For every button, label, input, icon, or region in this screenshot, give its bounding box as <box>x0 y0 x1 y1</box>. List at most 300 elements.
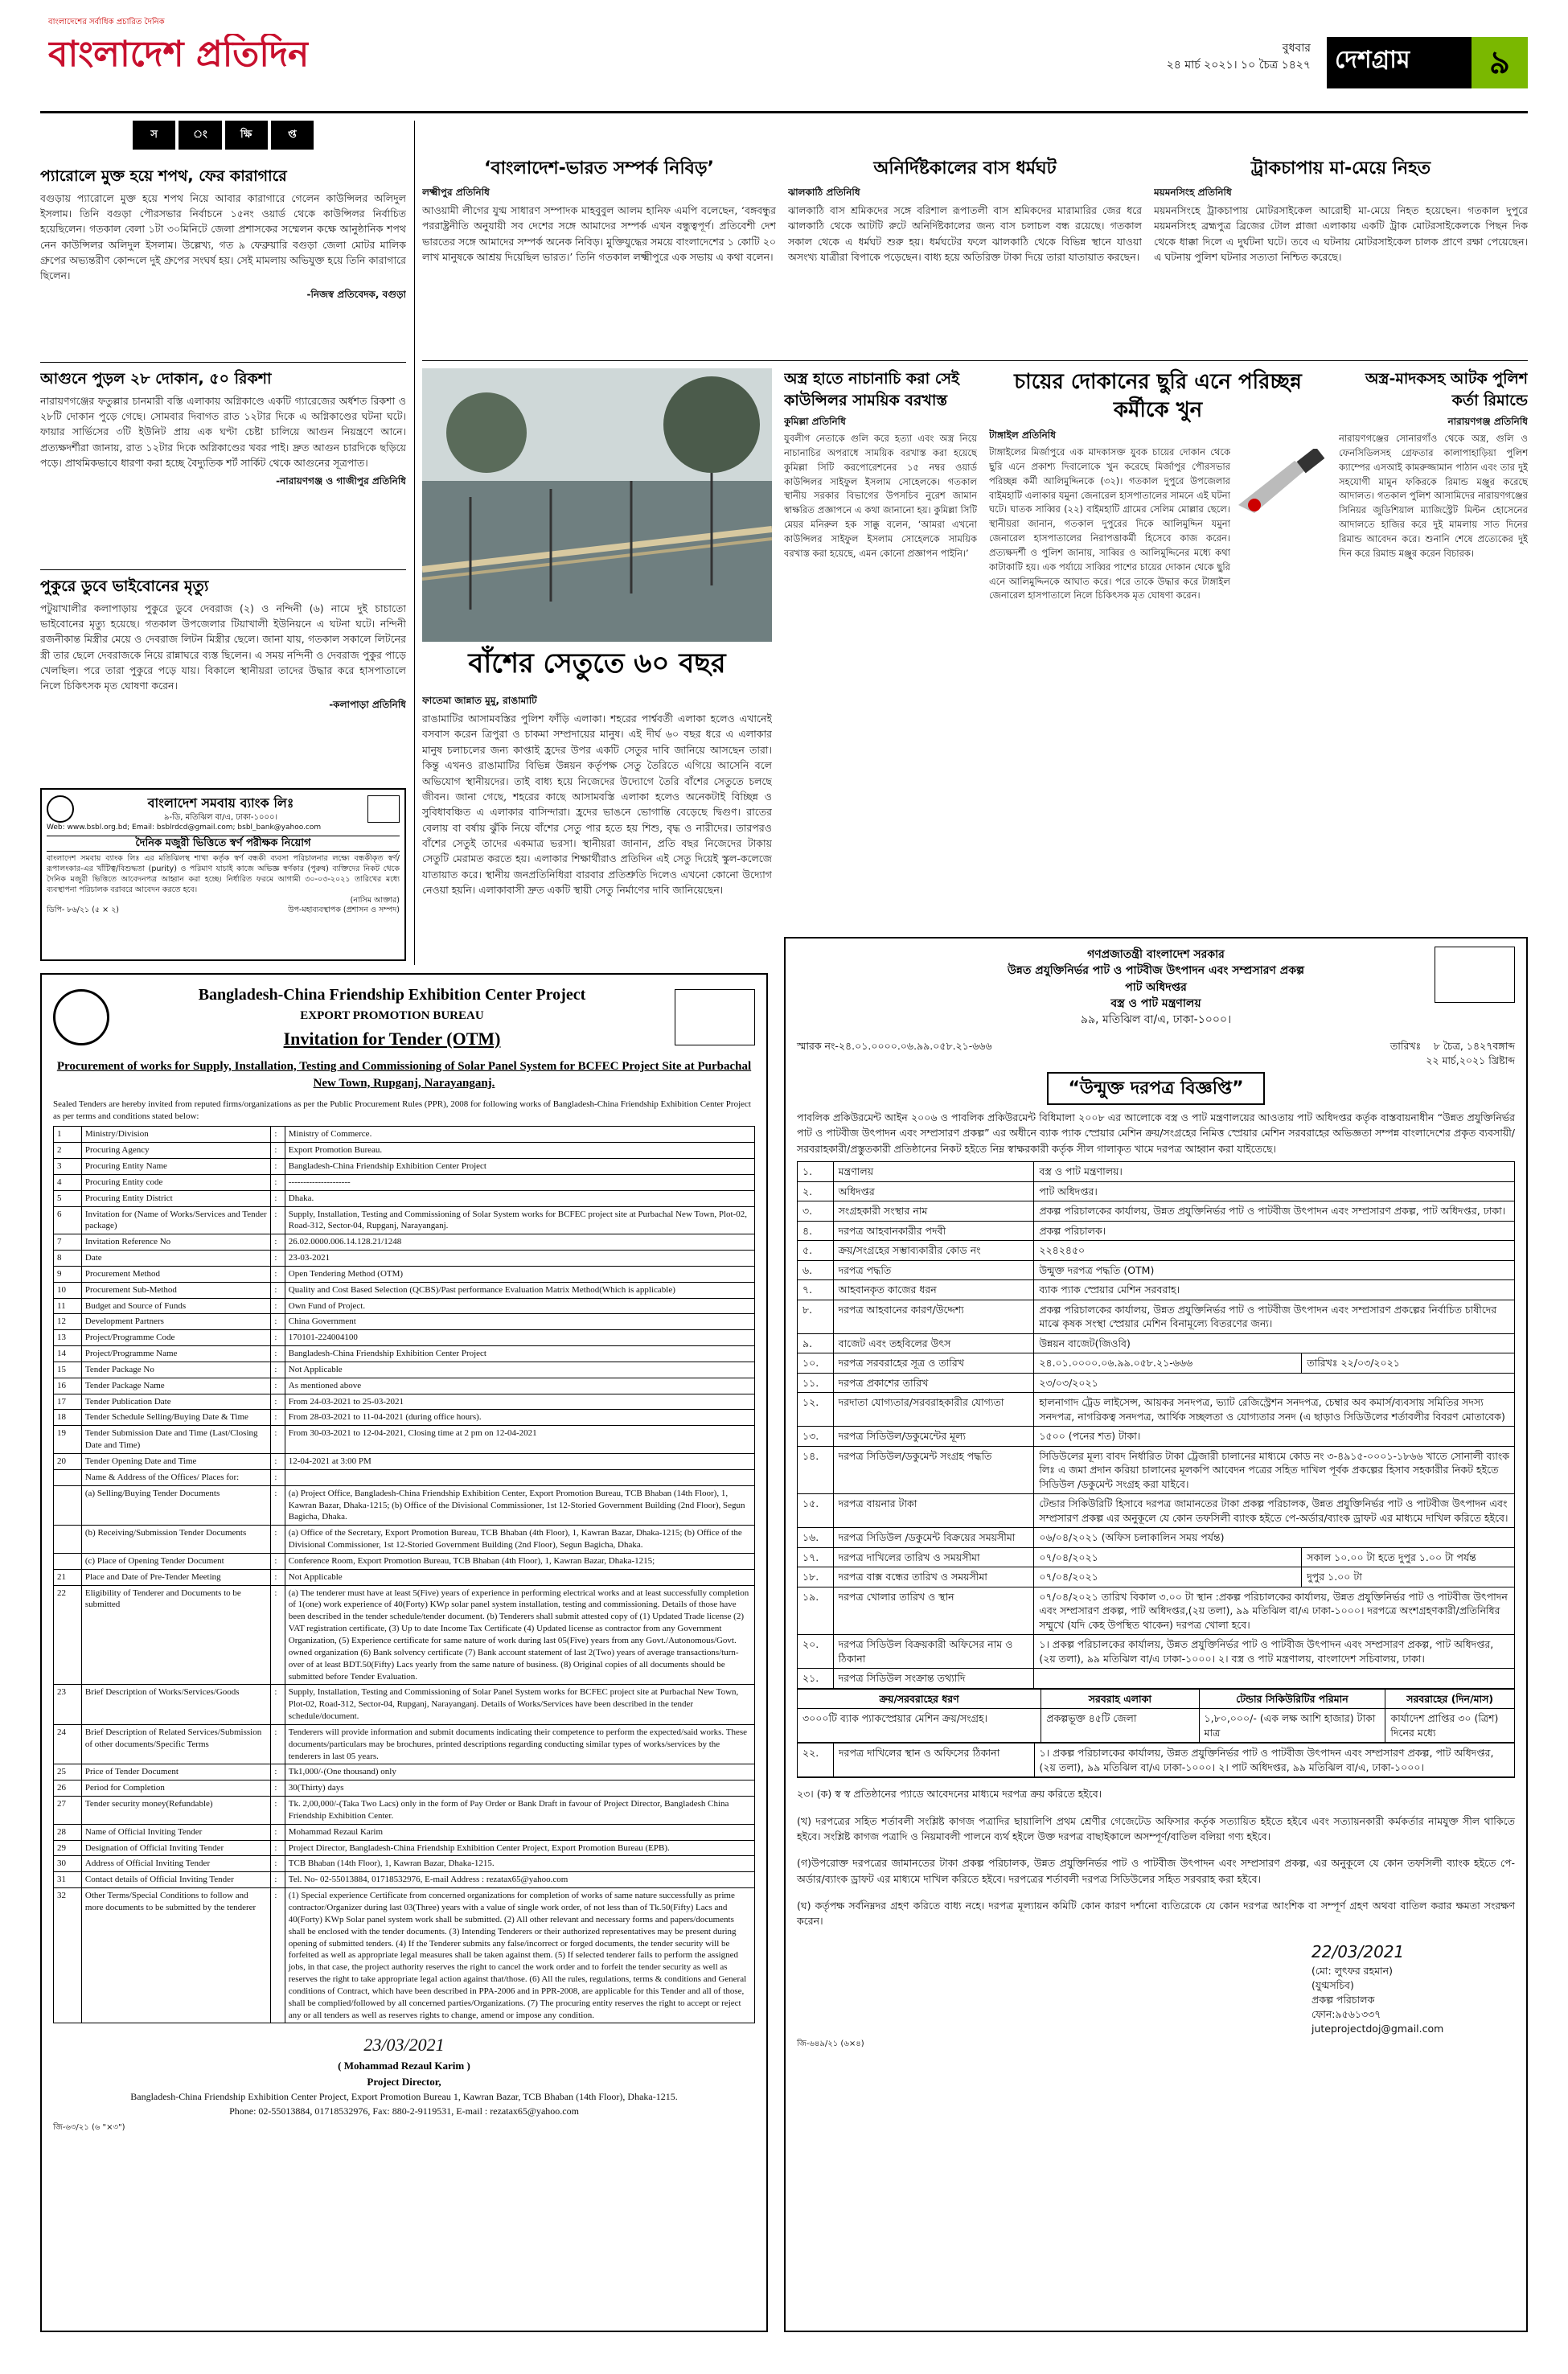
page-number: ৯ <box>1472 37 1528 88</box>
row-label: Brief Description of Works/Services/Goods <box>81 1685 270 1725</box>
row-value: Bangladesh-China Friendship Exhibition Center Project <box>285 1158 754 1174</box>
row-sep: : <box>271 1485 285 1526</box>
row-value: টেন্ডার সিকিউরিটি হিসাবে দরপত্র জামানতের টাকা প্রকল্প পরিচালক, উন্নত প্রযুক্তিনির্ভর পাট ও পাটবীজ উৎপাদন এবং সম্প্রসারণ প্রকল্প এর অনুকূলে যে কোন তফসিলী ব্যাংক হইতে পে-অর্ডার/ব্যাংক ড্রাফট এর মাধ্যমে দাখিল করিতে হইবে। <box>1034 1494 1515 1528</box>
row-label: দরপত্র আহবানকারীর পদবী <box>833 1221 1034 1241</box>
row-label: Procuring Entity code <box>81 1174 270 1190</box>
epb-logo-icon <box>53 989 109 1045</box>
row-sep: : <box>271 1378 285 1394</box>
row-label: Project/Programme Name <box>81 1346 270 1362</box>
mujib-year-logo-icon <box>367 795 400 823</box>
row-value: Supply, Installation, Testing and Commissioning of Solar System works for BCFEC project site at Purbachal New Town, Plot-02, Road-312, Sector-04, Rupganj, Narayanganj. <box>285 1206 754 1234</box>
divider <box>40 362 406 363</box>
row-sep: : <box>271 1127 285 1143</box>
bamboo-story <box>422 690 772 931</box>
row-value: প্রকল্প পরিচালক। <box>1034 1221 1515 1241</box>
jute-row <box>798 1547 1515 1567</box>
tender-row <box>54 1797 755 1825</box>
tender-signer: ( Mohammad Rezaul Karim ) <box>338 2060 470 2072</box>
row-label: Address of Official Inviting Tender <box>81 1856 270 1872</box>
story-tea-stall-title[interactable]: চায়ের দোকানের ছুরি এনে পরিচ্ছন্ন কর্মীকে খুন <box>1014 370 1302 423</box>
tender-row <box>54 1426 755 1454</box>
row-no: 25 <box>54 1764 82 1780</box>
row-label: দরপত্র সিডিউল বিক্রয়কারী অফিসের নাম ও ঠিকানা <box>833 1635 1034 1669</box>
row-sep: : <box>271 1553 285 1569</box>
row-no: 22 <box>54 1585 82 1685</box>
row-sep: : <box>271 1174 285 1190</box>
row-no: 5 <box>54 1190 82 1206</box>
tender-row <box>54 1585 755 1685</box>
jute-phone: ফোন:৯৫৬১৩৩৭ <box>1311 2008 1381 2021</box>
row-label: দরপত্র পদ্ধতি <box>833 1260 1034 1280</box>
row-no: 31 <box>54 1872 82 1888</box>
row-value: Export Promotion Bureau. <box>285 1143 754 1159</box>
row-label: দরদাতা যোগ্যতার/সরবরাহকারীর যোগ্যতা <box>833 1393 1034 1427</box>
row-value: TCB Bhaban (14th Floor), 1, Kawran Bazar, Dhaka-1215. <box>285 1856 754 1872</box>
tender-row <box>54 1127 755 1143</box>
story-bus-strike-title[interactable]: অনির্দিষ্টকালের বাস ধর্মঘট <box>873 158 1057 179</box>
tender-row <box>54 1362 755 1378</box>
row-sep: : <box>271 1888 285 2023</box>
mujib-100-logo-icon <box>1435 947 1515 1003</box>
row-label: Eligibility of Tenderer and Documents to be submitted <box>81 1585 270 1685</box>
story-tea-stall <box>989 368 1327 698</box>
row-value: 170101-224004100 <box>285 1330 754 1346</box>
row-no <box>54 1526 82 1554</box>
row-sep: : <box>271 1569 285 1585</box>
row-label: Procurement Method <box>81 1266 270 1282</box>
tender-org: Bangladesh-China Friendship Exhibition Center Project <box>198 986 586 1004</box>
row-label: Procuring Agency <box>81 1143 270 1159</box>
row-sep: : <box>271 1797 285 1825</box>
row-no: 10 <box>54 1282 82 1298</box>
row-extra: দুপুর ১.০০ টা <box>1302 1567 1515 1587</box>
row-label: Place and Date of Pre-Tender Meeting <box>81 1569 270 1585</box>
jute-row <box>798 1353 1515 1374</box>
row-no: 27 <box>54 1797 82 1825</box>
jute-row <box>798 1393 1515 1427</box>
row-value: প্রকল্প পরিচালকের কার্যালয়, উন্নত প্রযুক্তিনির্ভর পাট ও পাটবীজ উৎপাদন এবং সম্প্রসারণ প্রকল্প, পাট অধিদপ্তর, ঢাকা। <box>1034 1201 1515 1222</box>
row-value: ১। প্রকল্প পরিচালকের কার্যালয়, উন্নত প্রযুক্তিনির্ভর পাট ও পাটবীজ উৎপাদন এবং সম্প্রসারণ প্রকল্প, পাট অধিদপ্তর,(২য় তলা), ৯৯ মতিঝিল বা/এ ঢাকা-১০০০। ২। বস্ত্র ও পাট মন্ত্রণালয়, বাংলাদেশ সচিবালয়, ঢাকা। <box>1034 1635 1515 1669</box>
story-truck-accident-body: ময়মনসিংহে ট্রাকচাপায় মোটরসাইকেল আরোহী মা-মেয়ে নিহত হয়েছেন। গতকাল দুপুরে ময়মনসিংহ ব্রহ্মপুত্র ব্রিজের টোল প্লাজা এলাকায় একটি ট্রাক মোটরসাইকেলকে পিছন দিক থেকে ধাক্কা দিলে এ দুর্ঘটনা ঘটে। তবে এ ঘটনায় মোটরসাইকেল চালক প্রাণে রক্ষা পেয়েছেন। এ ঘটনায় পুলিশ ঘটনার সত্যতা নিশ্চিত করেছে। <box>1154 203 1528 263</box>
brief-3-title[interactable]: পুকুরে ডুবে ভাইবোনের মৃত্যু <box>40 577 209 595</box>
tender-row <box>54 1469 755 1485</box>
row-sep: : <box>271 1362 285 1378</box>
tender-row <box>54 1298 755 1314</box>
bank-ad-header <box>47 795 400 824</box>
jute-table <box>797 1161 1515 1689</box>
tender-row <box>54 1251 755 1267</box>
date-block <box>989 40 1311 74</box>
row-sep: : <box>271 1314 285 1330</box>
story-indo-bd <box>422 157 776 366</box>
row-value: ০৬/০৪/২০২১ (অফিস চলাকালিন সময় পর্যন্ত) <box>1034 1528 1515 1548</box>
story-indo-bd-byline: লক্ষ্মীপুর প্রতিনিধি <box>422 186 490 198</box>
row-no: 13 <box>54 1330 82 1346</box>
row-no: ১৯. <box>798 1587 834 1635</box>
brief-3-body: পটুয়াখালীর কলাপাড়ায় পুকুরে ডুবে দেবরাজ (২) ও নন্দিনী (৬) নামে দুই চাচাতো ভাইবোনের মৃত্যু হয়েছে। গতকাল উপজেলার টিয়াখালী ইউনিয়নে এ ঘটনা ঘটে। নন্দিনী রজনীকান্ত মিস্ত্রীর মেয়ে ও দেবরাজ লিটন মিস্ত্রীর ছেলে। জানা যায়, গতকাল সকালে লিটনের স্ত্রী তার ছেলে দেবরাজকে নিয়ে রান্নাঘরে ব্যস্ত ছিলেন। এ সময় নন্দিনী ও দেবরাজ পুকুর পাড়ে খেলছিল। পরে তারা পুকুরে পড়ে যায়। বিকালে স্থানীয়রা তাদের উদ্ধার করে হাসপাতালে নিলে চিকিৎসক মৃত ঘোষণা করেন। <box>40 602 406 692</box>
row-value: ব্যাক প্যাক স্প্রেয়ার মেশিন সরবরাহ। <box>1034 1280 1515 1300</box>
row-sep: : <box>271 1526 285 1554</box>
row-sep: : <box>271 1251 285 1267</box>
row-no: ৮. <box>798 1300 834 1333</box>
row-label: দরপত্র সিডিউল/ডকুমেন্ট সংগ্রহ পদ্ধতি <box>833 1446 1034 1494</box>
row-value: 12-04-2021 at 3:00 PM <box>285 1454 754 1470</box>
row-value: --------------------- <box>285 1174 754 1190</box>
tender-row <box>54 1378 755 1394</box>
row-label: Procuring Entity District <box>81 1190 270 1206</box>
row-value: ২৪.০১.০০০০.০৬.৯৯.০৫৮.২১-৬৬৬ <box>1034 1353 1302 1374</box>
row-label: দরপত্র আহবানের কারণ/উদ্দেশ্য <box>833 1300 1034 1333</box>
jute-row <box>798 1201 1515 1222</box>
row-no: 20 <box>54 1454 82 1470</box>
row-label: Tender Opening Date and Time <box>81 1454 270 1470</box>
row-sep: : <box>271 1330 285 1346</box>
row-no: 1 <box>54 1127 82 1143</box>
row-no: 26 <box>54 1780 82 1797</box>
goods-time: কার্যাদেশ প্রাপ্তির ৩০ (ত্রিশ) দিনের মধ্যে <box>1385 1709 1515 1743</box>
jute-email[interactable]: juteprojectdoj@gmail.com <box>1311 2023 1444 2035</box>
row-sep: : <box>271 1469 285 1485</box>
jute-tender-title: “উন্মুক্ত দরপত্র বিজ্ঞপ্তি” <box>1047 1072 1264 1105</box>
row-sep: : <box>271 1780 285 1797</box>
jute-tender-ad <box>784 937 1528 2332</box>
story-bus-strike <box>788 157 1142 366</box>
section-banner <box>1327 37 1528 88</box>
row-label: Project/Programme Code <box>81 1330 270 1346</box>
row-no: ১৭. <box>798 1547 834 1567</box>
tender-ref: জি-৬৩/২১ (৬ "×৩") <box>53 2123 125 2133</box>
row-no: ৭. <box>798 1280 834 1300</box>
row-value: As mentioned above <box>285 1378 754 1394</box>
row-no: 9 <box>54 1266 82 1282</box>
row-label: দরপত্র সরবরাহের সূত্র ও তারিখ <box>833 1353 1034 1374</box>
row-label: Designation of Official Inviting Tender <box>81 1840 270 1856</box>
row-label: Contact details of Official Inviting Tender <box>81 1872 270 1888</box>
tender-row <box>54 1526 755 1554</box>
brief-1-title[interactable]: প্যারোলে মুক্ত হয়ে শপথ, ফের কারাগারে <box>40 167 287 185</box>
jute-signature-date: 22/03/2021 <box>1311 1941 1405 1961</box>
jute-clause-gha: (ঘ) কর্তৃপক্ষ সর্বনিম্নদর গ্রহণ করিতে বাধ্য নহে। দরপত্র মূল্যায়ন কমিটি কোন কারণ দর্শানো ব্যতিরেকে যে কোন দরপত্র আংশিক বা সম্পূর্ণ গ্রহণ অথবা বাতিল করার ক্ষমতা সংরক্ষণ করেন। <box>797 1900 1515 1928</box>
jute-row <box>798 1635 1515 1669</box>
row-value: Tel. No- 02-55013884, 01718532976, E-mail Address : rezatax65@yahoo.com <box>285 1872 754 1888</box>
row-no: ১৪. <box>798 1446 834 1494</box>
jute-clause-kha: (খ) দরপত্রের সহিত শর্তাবলী সংশ্লিষ্ট কাগজ পত্রাদির ছায়ালিপি প্রথম শ্রেণীর গেজেটেড অফিসার কর্তৃক সত্যায়িত হইতে হইবে এবং সত্যায়নকারী কর্মকর্তার নামযুক্ত সীল থাকিতে হইবে। সংশ্লিষ্ট কাগজ পত্রাদি ও নিয়মাবলী পালনে ব্যর্থ হইলে উক্ত দরপত্র বাছাইকালে অসম্পূর্ণ/বাতিল বলিয়া গণ্য হইবে। <box>797 1814 1515 1842</box>
row-label: Procuring Entity Name <box>81 1158 270 1174</box>
goods-type: ৩০০০টি ব্যাক প্যাকস্প্রেয়ার মেশিন ক্রয়/সংগ্রহ। <box>798 1709 1041 1743</box>
jute-dept: পাট অধিদপ্তর <box>1125 980 1187 994</box>
bank-ad-body: বাংলাদেশ সমবায় ব্যাংক লিঃ এর মতিঝিলস্থ শাখা কর্তৃক স্বর্ণ বন্ধকী ব্যবসা পরিচালনার লক্ষ্যে বন্ধকীকৃত স্বর্ণ/রূপালংকার-এর খাঁটিত্ব/বিশুদ্ধতা (purity) ও পরিমাণ যাচাই কাজে অভিজ্ঞ স্বর্ণকার (পুরুষ) ব্যক্তিদের নিকট থেকে দৈনিক মজুরী ভিত্তিতে আবেদনপত্র আহ্বান করা হচ্ছে। নির্ধারিত ফরমে আগামী ৩০-০৩-২০২১ তারিখের মধ্যে ব্যবস্থাপনা পরিচালক বরাবরে আবেদন করতে হবে। <box>47 854 400 894</box>
row-value: Not Applicable <box>285 1569 754 1585</box>
goods-head-time: সরবরাহের (দিন/মাস) <box>1385 1689 1515 1709</box>
row-value: বস্ত্র ও পাট মন্ত্রণালয়। <box>1034 1162 1515 1182</box>
tender-row <box>54 1824 755 1840</box>
brief-2 <box>40 368 406 565</box>
row-no: 30 <box>54 1856 82 1872</box>
row-value: Project Director, Bangladesh-China Friendship Exhibition Center Project, Export Promotion Bureau (EPB). <box>285 1840 754 1856</box>
goods-area: প্রকল্পভূক্ত ৪৫টি জেলা <box>1041 1709 1199 1743</box>
row-value: ০৭/০৪/২০২১ <box>1034 1547 1302 1567</box>
row-value: (a) Project Office, Bangladesh-China Friendship Exhibition Center, Export Promotion Bureau, TCB Bhaban (14th Floor), 1, Kawran Bazar, Dhaka-1215; (b) Office of the Divisional Commissioner, 1st 12-Storied Government Building (2nd Floor), Segun Bagicha, Dhaka. <box>285 1485 754 1526</box>
bank-name: বাংলাদেশ সমবায় ব্যাংক লিঃ <box>147 795 294 811</box>
story-bus-strike-byline: ঝালকাঠি প্রতিনিধি <box>788 186 860 198</box>
row-value: From 28-03-2021 to 11-04-2021 (during office hours). <box>285 1410 754 1426</box>
row-label: Name of Official Inviting Tender <box>81 1824 270 1840</box>
row-value: Supply, Installation, Testing and Commissioning of Solar Panel System works for BCFEC project site at Purbachal New Town, Plot-02, Road-312, Sector-04, Rupganj, Narayanganj. Details of Works/Services have been described in the tender schedule/document. <box>285 1685 754 1725</box>
tender-row <box>54 1143 755 1159</box>
jute-signer: (মো: লুৎফর রহমান) <box>1311 1964 1394 1977</box>
tender-intro: Sealed Tenders are hereby invited from reputed firms/organizations as per the Public Procurement Rules (PPR), 2008 for following works of Bangladesh-China Friendship Exhibition Center Project as per terms and conditions stated below: <box>53 1099 751 1121</box>
row-value: Conference Room, Export Promotion Bureau, TCB Bhaban (4th Floor), 1, Kawran Bazar, Dhaka-1215; <box>285 1553 754 1569</box>
tender-subject: Procurement of works for Supply, Installation, Testing and Commissioning of Solar Panel System for BCFEC Project Site at Purbachal New Town, Rupganj, Narayanganj. <box>56 1059 752 1090</box>
row-value: পাট অধিদপ্তর। <box>1034 1181 1515 1201</box>
story-police-remand-title[interactable]: অস্ত্র-মাদকসহ আটক পুলিশ কর্তা রিমান্ডে <box>1365 370 1528 409</box>
row-no: 15 <box>54 1362 82 1378</box>
row-sep: : <box>271 1585 285 1685</box>
row-no: 19 <box>54 1426 82 1454</box>
tender-phone: Phone: 02-55013884, 01718532976, Fax: 880-2-9119531, E-mail : rezatax65@yahoo.com <box>229 2105 579 2117</box>
row-value: উন্নয়ন বাজেট(জিওবি) <box>1034 1333 1515 1353</box>
tender-title: Invitation for Tender (OTM) <box>283 1028 501 1049</box>
row-no: 16 <box>54 1378 82 1394</box>
bank-address: ৯-ডি, মতিঝিল বা/এ, ঢাকা-১০০০। <box>163 813 278 823</box>
row-no <box>54 1553 82 1569</box>
row-value: Tk1,000/-(One thousand) only <box>285 1764 754 1780</box>
jute-date-greg: ২২ মার্চ,২০২১ খ্রিষ্টাব্দ <box>1426 1054 1515 1066</box>
row-value: 23-03-2021 <box>285 1251 754 1267</box>
story-police-remand-body: নারায়ণগঞ্জের সোনারগাঁও থেকে অস্ত্র, গুলি ও ফেনসিডিলসহ গ্রেফতার কালাপাহাড়িয়া পুলিশ ক্যাম্পের এসআই কামরুজ্জামান পাঠান এবং তার দুই সহযোগী মামুন ফকিরকে রিমান্ড মঞ্জুর করেছে আদালত। গতকাল পুলিশ আসামিদের নারায়ণগঞ্জের সিনিয়র জুডিশিয়াল ম্যাজিস্ট্রেট মিল্টন হোসেনের আদালতে হাজির করে দুই মামলায় সাত দিনের রিমান্ড আবেদন করে। শুনানি শেষে প্রত্যেকের দুই দিন করে রিমান্ড মঞ্জুর করেন বিচারক। <box>1339 433 1528 559</box>
row-sep: : <box>271 1685 285 1725</box>
row-value: সিডিউলের মূল্য বাবদ নির্ধারিত টাকা ট্রেজারী চালানের মাধ্যমে কোড নং ৩-৪৯১৫-০০০১-১৮৬৬ খাতে সোনালী ব্যাংক লিঃ এ জমা প্রদান করিয়া চালানের মূলকপি আবেদন পত্রের সহিত দাখিল পূর্বক প্রকল্পের হিসাব সহকারীর নিকট হইতে সিডিউল /ডকুমেন্ট সংগ্রহ করা যাইবে। <box>1034 1446 1515 1494</box>
row-value: Tenderers will provide information and submit documents indicating their competence to perform the expected/said works. These documents/particulars may be brochures, printed descriptions regarding conducting similar types of works/services by the tenderers in last 05 years. <box>285 1724 754 1764</box>
story-truck-accident-byline: ময়মনসিংহ প্রতিনিধি <box>1154 186 1232 198</box>
row-no <box>54 1469 82 1485</box>
brief-2-title[interactable]: আগুনে পুড়ল ২৮ দোকান, ৫০ রিকশা <box>40 370 272 388</box>
row-sep: : <box>271 1410 285 1426</box>
row-value: Bangladesh-China Friendship Exhibition Center Project <box>285 1346 754 1362</box>
tender-row <box>54 1764 755 1780</box>
tender-row <box>54 1840 755 1856</box>
row-label: দরপত্র প্রকাশের তারিখ <box>833 1373 1034 1393</box>
bamboo-story-title: বাঁশের সেতুতে ৬০ বছর <box>468 647 726 680</box>
row-label: Price of Tender Document <box>81 1764 270 1780</box>
jute-row <box>798 1427 1515 1447</box>
tender-signature: 23/03/2021 <box>363 2035 445 2056</box>
row-no: ১৩. <box>798 1427 834 1447</box>
jute-row <box>798 1300 1515 1333</box>
row22-label: দরপত্র দাখিলের স্থান ও অফিসের ঠিকানা <box>834 1744 1034 1777</box>
row-no: ৫. <box>798 1241 834 1261</box>
story-councillor-body: যুবলীগ নেতাকে গুলি করে হত্যা এবং অস্ত্র নিয়ে নাচানাচির অপরাধে সাময়িক বরখাস্ত করা হয়েছে কুমিল্লা সিটি করপোরেশনের ১৫ নম্বর ওয়ার্ড কাউন্সিলর সাইফুল ইসলাম সোহেলকে। গতকাল স্থানীয় সরকার বিভাগের উপসচিব নুরেশ জামান স্বাক্ষরিত প্রজ্ঞাপনে এ কথা জানানো হয়। কুমিল্লা সিটি মেয়র মনিরুল হক সাক্কু বলেন, ‘আমরা এখনো কাউন্সিলর সাইফুল ইসলাম সোহেলকে সাময়িক বরখাস্ত করা হয়েছে, এমন কোনো প্রজ্ঞাপন পাইনি।’ <box>784 433 977 559</box>
row-label: অধিদপ্তর <box>833 1181 1034 1201</box>
row-sep: : <box>271 1158 285 1174</box>
row-no: 17 <box>54 1394 82 1410</box>
row-sep: : <box>271 1454 285 1470</box>
tender-row <box>54 1856 755 1872</box>
tender-designation: Project Director, <box>367 2075 441 2088</box>
row-value: 30(Thirty) days <box>285 1780 754 1797</box>
jute-gov: গণপ্রজাতন্ত্রী বাংলাদেশ সরকার <box>1087 948 1225 961</box>
row-no: ৪. <box>798 1221 834 1241</box>
tender-sub: EXPORT PROMOTION BUREAU <box>300 1009 484 1022</box>
jute-ref: জি-৬৪৯/২১ (৬×৪) <box>797 2039 864 2049</box>
row-no: ২. <box>798 1181 834 1201</box>
row-no: ৯. <box>798 1333 834 1353</box>
row-sep: : <box>271 1282 285 1298</box>
tender-row <box>54 1206 755 1234</box>
row-label: Invitation for (Name of Works/Services and Tender package) <box>81 1206 270 1234</box>
row-value: Not Applicable <box>285 1362 754 1378</box>
row-label: মন্ত্রণালয় <box>833 1162 1034 1182</box>
jute-row <box>798 1373 1515 1393</box>
row-value: China Government <box>285 1314 754 1330</box>
row-sep: : <box>271 1394 285 1410</box>
section-name: দেশগ্রাম <box>1335 46 1410 74</box>
row-value: ১৫০০ (পনের শত) টাকা। <box>1034 1427 1515 1447</box>
row-extra: সকাল ১০.০০ টা হতে দুপুর ১.০০ টা পর্যন্ত <box>1302 1547 1515 1567</box>
story-councillor-byline: কুমিল্লা প্রতিনিধি <box>784 416 846 428</box>
row-no: 12 <box>54 1314 82 1330</box>
jute-row <box>798 1669 1515 1689</box>
row-label: Invitation Reference No <box>81 1234 270 1251</box>
brand-logo[interactable]: বাংলাদেশ প্রতিদিন <box>48 34 310 75</box>
row-label: Tender Package Name <box>81 1378 270 1394</box>
date: ২৪ মার্চ ২০২১। ১০ চৈত্র ১৪২৭ <box>1166 59 1311 72</box>
row-label: ক্রয়/সংগ্রহের সম্ভাব্যকারীর কোড নং <box>833 1241 1034 1261</box>
row-value: Open Tendering Method (OTM) <box>285 1266 754 1282</box>
goods-head-security: টেন্ডার সিকিউরিটির পরিমান <box>1199 1689 1385 1709</box>
tender-row <box>54 1485 755 1526</box>
row-value: 26.02.0000.006.14.128.21/1248 <box>285 1234 754 1251</box>
jute-clause-ga: (গ)উপরোক্ত দরপত্রের জামানতের টাকা প্রকল্প পরিচালক, উন্নত প্রযুক্তিনির্ভর পাট ও পাটবীজ উৎপাদন এবং সম্প্রসারণ প্রকল্প, এর অনুকূলে যে কোন তফসিলী ব্যাংক হইতে পে-অর্ডার/ব্যাংক ড্রাফট এর মাধ্যমে দাখিল করিতে হইবে। দরপত্রের শর্তাবলী দরপত্র সিডিউলের সহিত সরবরাহ করা হইবে। <box>797 1857 1515 1885</box>
row-sep: : <box>271 1426 285 1454</box>
jute-row <box>798 1446 1515 1494</box>
row-label: (a) Selling/Buying Tender Documents <box>81 1485 270 1526</box>
row-sep: : <box>271 1764 285 1780</box>
column-rule <box>414 121 415 965</box>
bridge-illustration <box>422 368 772 642</box>
row-no <box>54 1485 82 1526</box>
brief-3-credit: -কলাপাড়া প্রতিনিধি <box>329 698 406 710</box>
tender-row <box>54 1780 755 1797</box>
story-indo-bd-title[interactable]: ‘বাংলাদেশ-ভারত সম্পর্ক নিবিড়’ <box>484 158 714 179</box>
row-label: দরপত্র সিডিউল /ডকুমেন্ট বিক্রয়ের সময়সীমা <box>833 1528 1034 1548</box>
bank-logo-icon <box>47 795 74 823</box>
brief-1 <box>40 166 406 359</box>
tender-table <box>53 1126 755 2023</box>
row-no: 21 <box>54 1569 82 1585</box>
goods-head-area: সরবরাহ এলাকা <box>1041 1689 1199 1709</box>
bank-ad-heading: দৈনিক মজুরী ভিত্তিতে স্বর্ণ পরীক্ষক নিয়োগ <box>47 836 400 852</box>
bamboo-bridge-photo <box>422 368 772 642</box>
row-label: বাজেট এবং তহবিলের উৎস <box>833 1333 1034 1353</box>
row-label: দরপত্র সিডিউল/ডকুমেন্টের মূল্য <box>833 1427 1034 1447</box>
jute-date-bangla: ৮ চৈত্র, ১৪২৭বঙ্গাব্দ <box>1433 1040 1515 1052</box>
row-sep: : <box>271 1298 285 1314</box>
brand-tagline: বাংলাদেশের সর্বাধিক প্রচারিত দৈনিক <box>48 18 165 27</box>
jute-designation: (যুগ্মসচিব) <box>1311 1978 1354 1991</box>
row-sep: : <box>271 1856 285 1872</box>
row-no: 29 <box>54 1840 82 1856</box>
row-value <box>285 1469 754 1485</box>
row-no: 14 <box>54 1346 82 1362</box>
row-sep: : <box>271 1872 285 1888</box>
tender-row <box>54 1394 755 1410</box>
divider <box>422 360 1528 361</box>
story-police-remand-byline: নারায়ণগঞ্জ প্রতিনিধি <box>1447 416 1528 428</box>
row-no: ১০. <box>798 1353 834 1374</box>
tender-row <box>54 1410 755 1426</box>
jute-row <box>798 1587 1515 1635</box>
tender-row <box>54 1724 755 1764</box>
jute-row <box>798 1333 1515 1353</box>
jute-row <box>798 1280 1515 1300</box>
row-sep: : <box>271 1840 285 1856</box>
row-label: Procurement Sub-Method <box>81 1282 270 1298</box>
row-sep: : <box>271 1190 285 1206</box>
briefs-column <box>40 121 406 965</box>
story-truck-accident-title[interactable]: ট্রাকচাপায় মা-মেয়ে নিহত <box>1250 158 1431 179</box>
row-label: Tender Submission Date and Time (Last/Closing Date and Time) <box>81 1426 270 1454</box>
row-value: প্রকল্প পরিচালকের কার্যালয়, উন্নত প্রযুক্তিনির্ভর পাট ও পাটবীজ উৎপাদন এবং সম্প্রসারণ প্রকল্পের নির্বাচিত চাষীদের মাঝে কৃষক সংস্থা স্প্রেয়ার মেশিন বিনামূল্যে বিতরণের জন্য। <box>1034 1300 1515 1333</box>
bank-web: Web: www.bsbl.org.bd; Email: bsblrdcd@gmail.com; bsbl_bank@yahoo.com <box>47 824 322 832</box>
row-label: Other Terms/Special Conditions to follow and more documents to be submitted by the tenderer <box>81 1888 270 2023</box>
story-indo-bd-body: আওয়ামী লীগের যুগ্ম সাধারণ সম্পাদক মাহবুবুল আলম হানিফ এমপি বলেছেন, ‘বঙ্গবন্ধুর পররাষ্ট্রনীতি অনুযায়ী সব দেশের সঙ্গে আমাদের সম্পর্ক এখন বন্ধুত্বপূর্ণ। প্রতিবেশী দেশ ভারতের সঙ্গে আমাদের সম্পর্ক অনেক নিবিড়। মুক্তিযুদ্ধের সময়ে বাংলাদেশের ১ কোটি ২০ লাখ মানুষকে আশ্রয় দিয়েছিল ভারত।’ তিনি গতকাল লক্ষ্মীপুরে এক সভায় এ কথা বলেন। <box>422 203 776 263</box>
knife-illustration <box>1230 449 1327 521</box>
tender-row <box>54 1872 755 1888</box>
jute-memo: স্মারক নং-২৪.০১.০০০০.০৬.৯৯.০৫৮.২১-৬৬৬ <box>797 1040 992 1052</box>
row-no: ১৮. <box>798 1567 834 1587</box>
row-no: ৬. <box>798 1260 834 1280</box>
row-label: Budget and Source of Funds <box>81 1298 270 1314</box>
row-label: Brief Description of Related Services/Submission of other documents/Specific Terms <box>81 1724 270 1764</box>
row-value: From 30-03-2021 to 12-04-2021, Closing time at 2 pm on 12-04-2021 <box>285 1426 754 1454</box>
row-value: Mohammad Rezaul Karim <box>285 1824 754 1840</box>
story-truck-accident <box>1154 157 1528 366</box>
row-sep: : <box>271 1824 285 1840</box>
row-label: (c) Place of Opening Tender Document <box>81 1553 270 1569</box>
tender-row <box>54 1174 755 1190</box>
goods-security: ১,৮০,০০০/- (এক লক্ষ আশি হাজার) টাকা মাত্র <box>1199 1709 1385 1743</box>
row-label: Tender Schedule Selling/Buying Date & Time <box>81 1410 270 1426</box>
row-value: ০৭/০৪/২০২১ <box>1034 1567 1302 1587</box>
tender-row <box>54 1454 755 1470</box>
divider <box>40 569 406 570</box>
row-value: From 24-03-2021 to 25-03-2021 <box>285 1394 754 1410</box>
jute-address: ৯৯, মতিঝিল বা/এ, ঢাকা-১০০০। <box>1080 1013 1232 1027</box>
row-sep: : <box>271 1266 285 1282</box>
tender-row <box>54 1553 755 1569</box>
tender-row <box>54 1266 755 1282</box>
row-label: আহবানকৃত কাজের ধরন <box>833 1280 1034 1300</box>
brief-2-credit: -নারায়ণগঞ্জ ও গাজীপুর প্রতিনিধি <box>276 475 406 487</box>
row-sep: : <box>271 1346 285 1362</box>
jute-row <box>798 1241 1515 1261</box>
row-value: ২৩/০৩/২০২১ <box>1034 1373 1515 1393</box>
tender-row <box>54 1685 755 1725</box>
row-no: 18 <box>54 1410 82 1426</box>
row-label: Date <box>81 1251 270 1267</box>
row-value <box>1034 1669 1515 1689</box>
bank-ad-designation: উপ-মহাব্যবস্থাপক (প্রশাসন ও সম্পদ) <box>288 905 400 914</box>
row22-value: ১। প্রকল্প পরিচালকের কার্যালয়, উন্নত প্রযুক্তিনির্ভর পাট ও পাটবীজ উৎপাদন এবং সম্প্রসারণ প্রকল্প, পাট অধিদপ্তর,(২য় তলা), ৯৯ মতিঝিল বা/এ ঢাকা-১০০০। ২। পাট অধিদপ্তর, ৯৯ মতিঝিল বা/এ, ঢাকা-১০০০। <box>1034 1744 1514 1777</box>
brief-3 <box>40 576 406 785</box>
bcfec-tender-ad <box>40 973 768 2332</box>
story-councillor-title[interactable]: অস্ত্র হাতে নাচানাচি করা সেই কাউন্সিলর সাময়িক বরখাস্ত <box>784 370 959 409</box>
jute-row <box>798 1260 1515 1280</box>
masthead-rule <box>40 111 1528 113</box>
story-councillor <box>784 368 977 698</box>
story-tea-stall-body: টাঙ্গাইলের মির্জাপুরে এক মাদকাসক্ত যুবক চায়ের দোকান থেকে ছুরি এনে প্রকাশ্য দিবালোকে খুন করেছে মির্জাপুর পৌরসভার পরিচ্ছন্ন কর্মী আলিমুদ্দিনকে (৩২)। গতকাল দুপুরে উপজেলার বাইমহাটি এলাকার যমুনা জেনারেল হাসপাতালের সামনে এই ঘটনা ঘটে। ঘাতক সাব্বির (২২) বাইমহাটি গ্রামের সেলিম মোল্লার ছেলে। স্থানীয়রা জানান, গতকাল দুপুরের দিকে আলিমুদ্দিন যমুনা জেনারেল হাসপাতালের নিরাপত্তাকর্মী হিসেবে কাজ করেন। প্রত্যক্ষদর্শী ও পুলিশ জানায়, সাব্বির ও আলিমুদ্দিনের মধ্যে কথা কাটাকাটি হয়। এক পর্যায়ে সাব্বির পাশের চায়ের দোকান থেকে ছুরি এনে আলিমুদ্দিনকে আঘাত করে। পরে তাকে উদ্ধার করে টাঙ্গাইল জেনারেল হাসপাতালে নিলে চিকিৎসক মৃত ঘোষণা করেন। <box>989 446 1230 602</box>
